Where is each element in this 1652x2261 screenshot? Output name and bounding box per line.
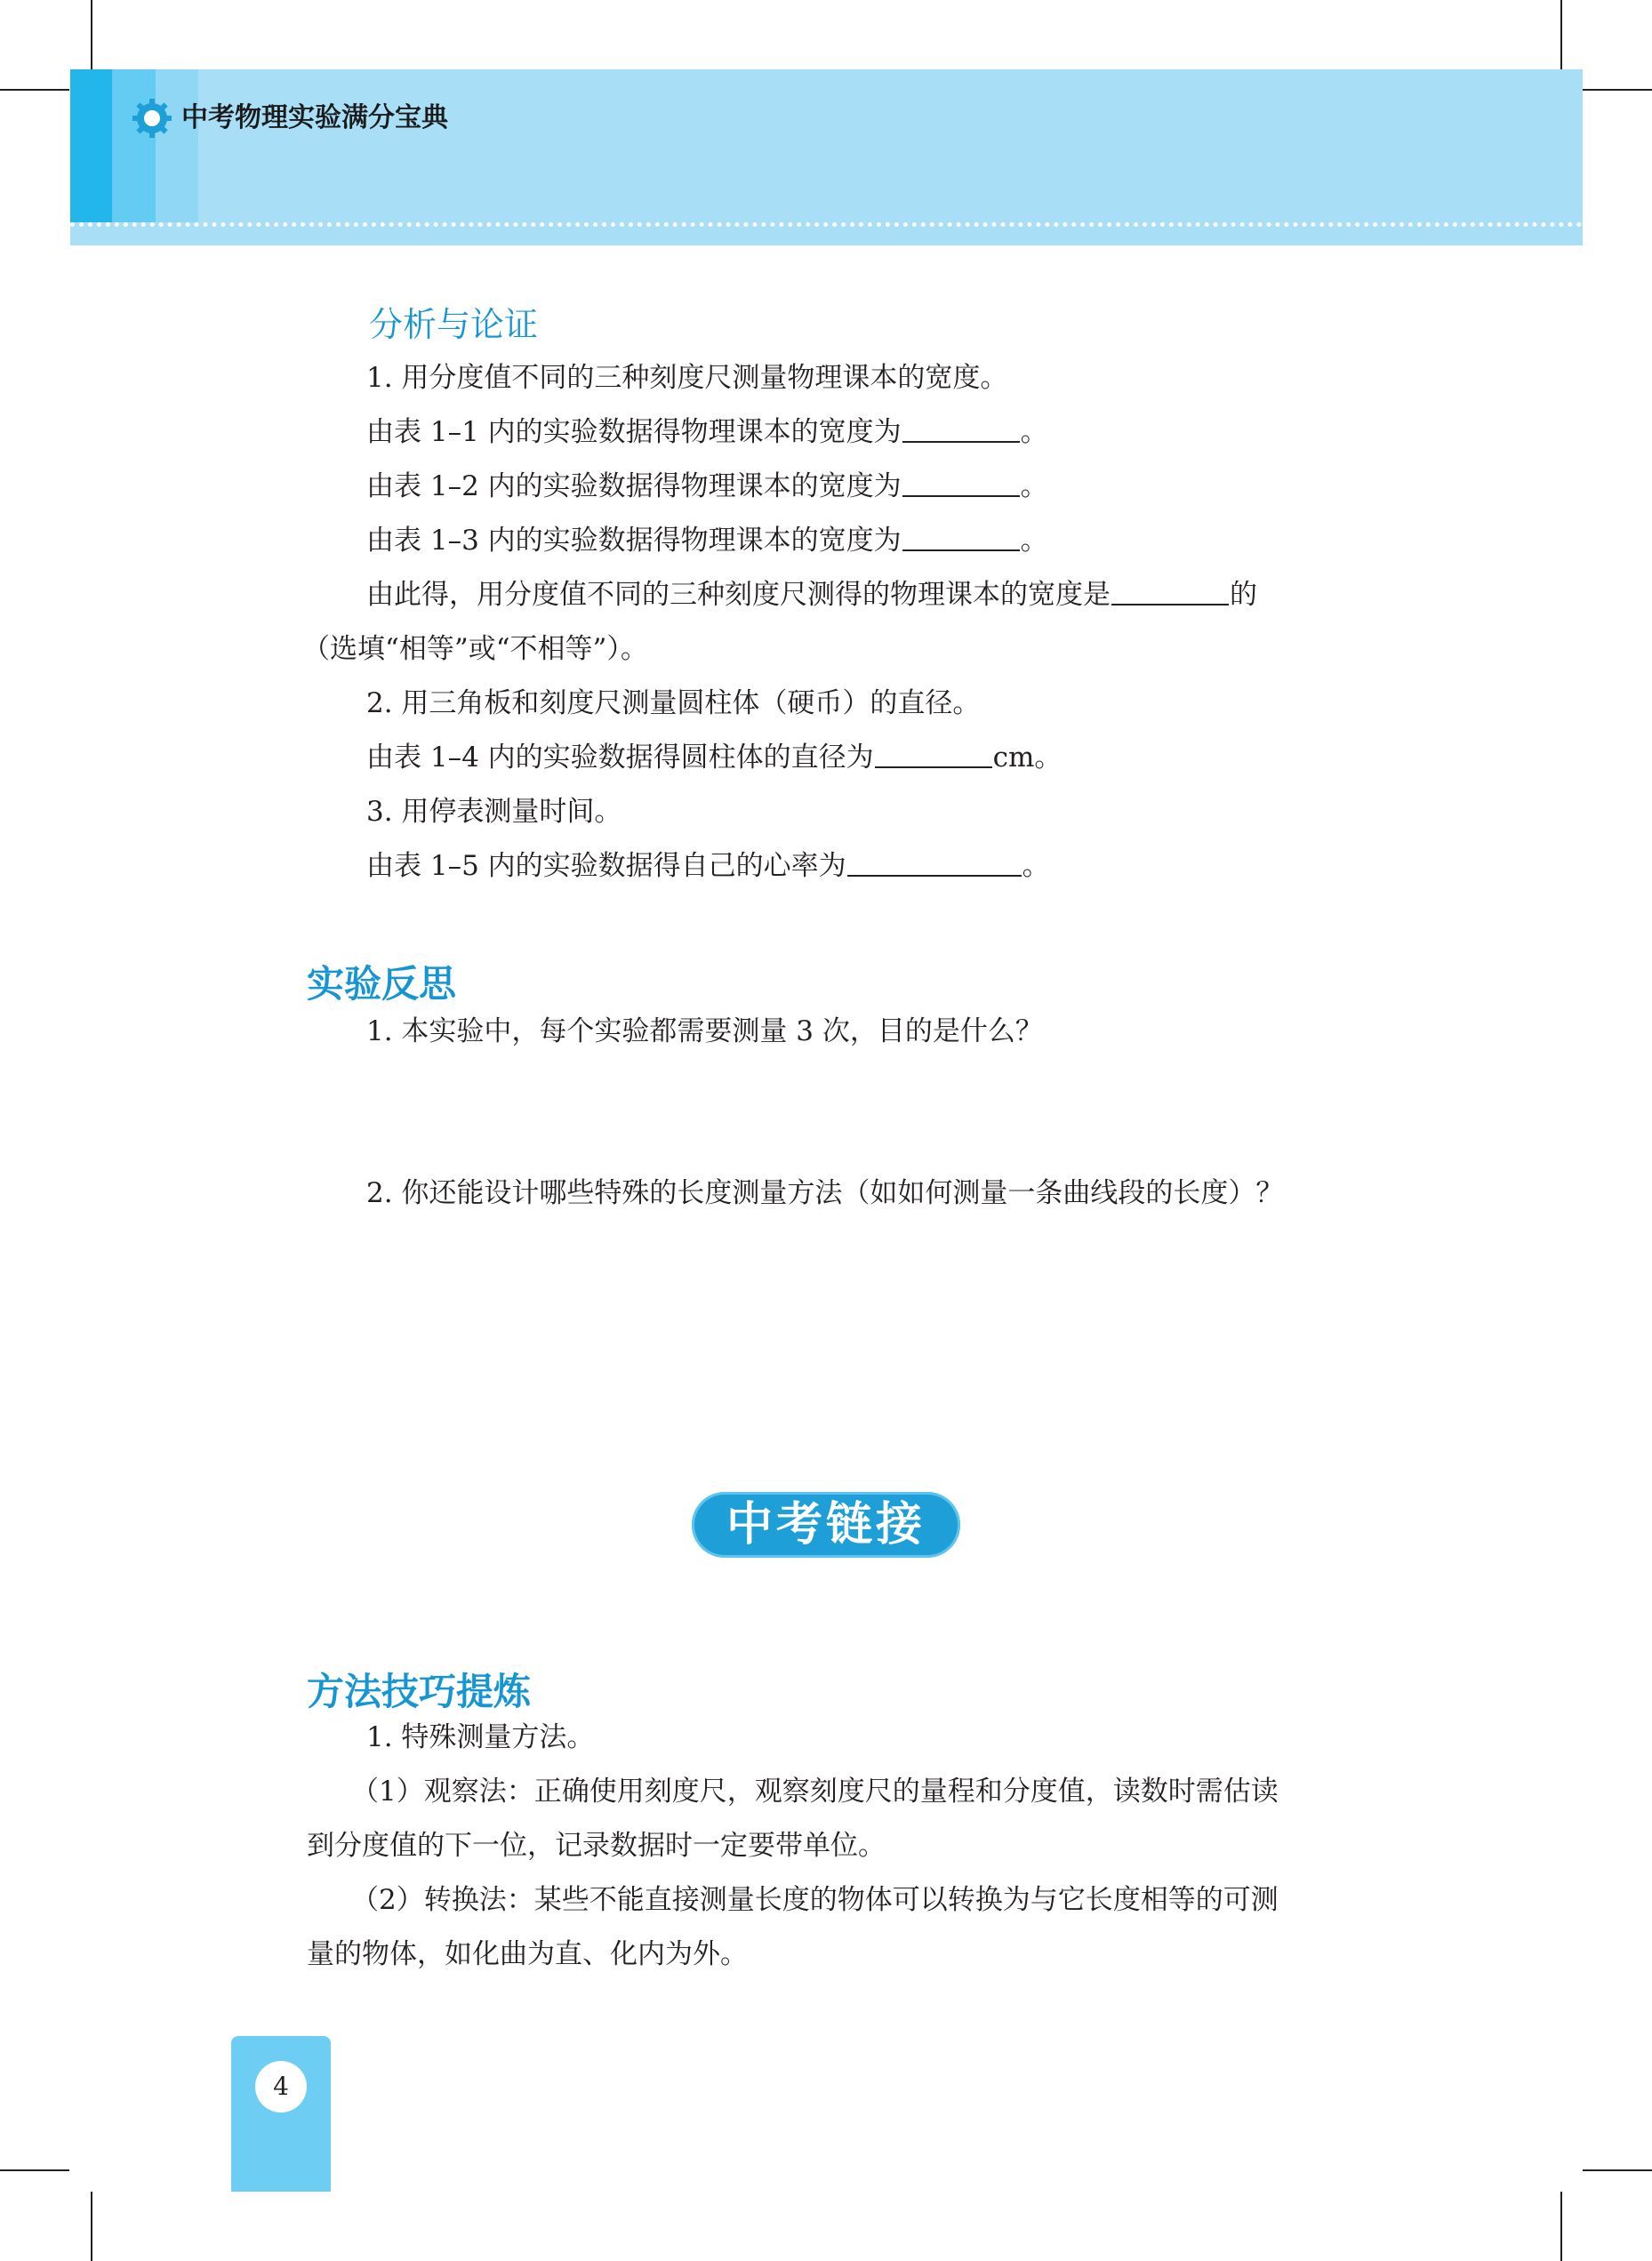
- text-line: 1. 特殊测量方法。: [366, 1721, 595, 1753]
- exam-link-badge: [692, 1492, 960, 1558]
- text-line: cm。: [992, 742, 1063, 774]
- text-line: 到分度值的下一位，记录数据时一定要带单位。: [307, 1830, 886, 1862]
- text-line: （2）转换法：某些不能直接测量长度的物体可以转换为与它长度相等的可测: [351, 1884, 1279, 1916]
- crop-mark: [1560, 0, 1562, 69]
- crop-mark: [0, 2169, 69, 2171]
- fill-in-line: [366, 469, 1048, 504]
- fill-in-line: [366, 740, 1062, 775]
- text-line: 1. 用分度值不同的三种刻度尺测量物理课本的宽度。: [366, 362, 1008, 394]
- crop-mark: [91, 2192, 92, 2261]
- header-strip: [70, 69, 112, 222]
- answer-blank[interactable]: [1111, 577, 1229, 605]
- page-header: [70, 69, 1583, 245]
- page-number-tab: [231, 2036, 331, 2192]
- text-line: 由表 1–5 内的实验数据得自己的心率为: [366, 850, 846, 882]
- question-2: 2. 你还能设计哪些特殊的长度测量方法（如如何测量一条曲线段的长度）？: [366, 1177, 1284, 1209]
- crop-mark: [91, 0, 92, 69]
- answer-blank[interactable]: [902, 414, 1020, 443]
- text-line: 由表 1–1 内的实验数据得物理课本的宽度为: [366, 416, 902, 448]
- book-title: 中考物理实验满分宝典: [181, 102, 448, 133]
- section-heading-analysis: 分析与论证: [369, 305, 539, 344]
- badge-label: 中考链接: [726, 1498, 926, 1551]
- page-number-circle: [255, 2061, 307, 2113]
- crop-mark: [1560, 2192, 1562, 2261]
- crop-mark: [1583, 2169, 1652, 2171]
- answer-blank[interactable]: [902, 523, 1020, 551]
- text-line: （选填“相等”或“不相等”）。: [302, 633, 648, 665]
- answer-blank[interactable]: [902, 469, 1020, 497]
- header-strip: [156, 69, 198, 222]
- header-dotted-line: [70, 222, 1583, 227]
- text-line: 。: [1020, 470, 1048, 502]
- fill-in-line: [366, 848, 1050, 884]
- gear-icon: [132, 98, 172, 139]
- text-line: 由表 1–3 内的实验数据得物理课本的宽度为: [366, 525, 902, 557]
- text-line: 。: [1020, 525, 1048, 557]
- header-strip: [112, 69, 156, 222]
- text-line: （1）观察法：正确使用刻度尺，观察刻度尺的量程和分度值，读数时需估读: [351, 1776, 1279, 1808]
- text-line: 。: [1020, 416, 1048, 448]
- crop-mark: [0, 89, 69, 91]
- text-line: 量的物体，如化曲为直、化内为外。: [307, 1938, 748, 1970]
- section-heading-methods: 方法技巧提炼: [307, 1670, 532, 1713]
- question-1: 1. 本实验中，每个实验都需要测量 3 次，目的是什么？: [366, 1015, 1043, 1047]
- fill-in-line: [366, 414, 1048, 450]
- text-line: 3. 用停表测量时间。: [366, 796, 622, 828]
- section-heading-reflection: 实验反思: [307, 962, 457, 1006]
- answer-blank[interactable]: [847, 848, 1022, 877]
- page-number: 4: [273, 2072, 289, 2101]
- answer-blank[interactable]: [875, 740, 992, 768]
- text-line: 由表 1–2 内的实验数据得物理课本的宽度为: [366, 470, 902, 502]
- fill-in-line: [366, 523, 1048, 558]
- fill-in-line: [366, 577, 1257, 613]
- crop-mark: [1583, 89, 1652, 91]
- text-line: 的: [1230, 579, 1257, 611]
- text-line: 。: [1022, 850, 1050, 882]
- text-line: 由此得，用分度值不同的三种刻度尺测得的物理课本的宽度是: [366, 579, 1111, 611]
- text-line: 由表 1–4 内的实验数据得圆柱体的直径为: [366, 742, 874, 774]
- text-line: 2. 用三角板和刻度尺测量圆柱体（硬币）的直径。: [366, 687, 981, 719]
